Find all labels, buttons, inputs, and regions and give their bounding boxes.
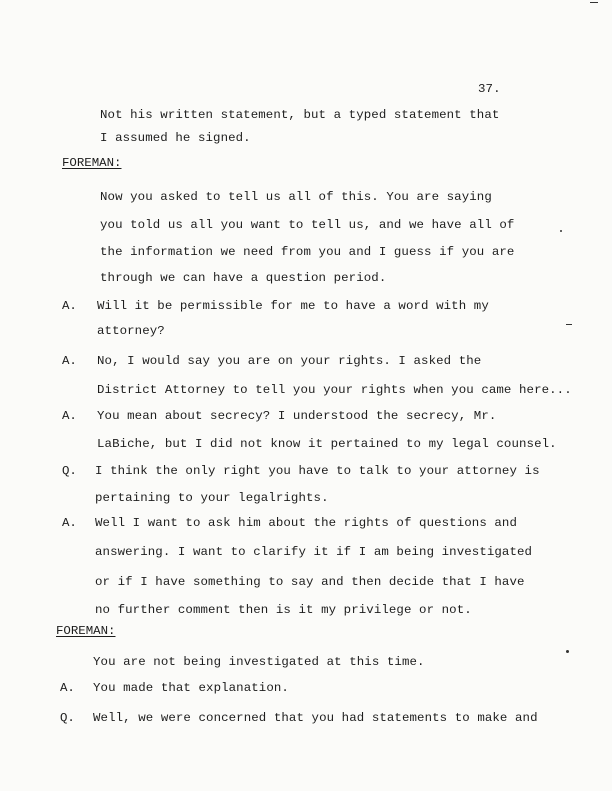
- transcript-line: You mean about secrecy? I understood the secrecy, Mr.: [97, 409, 497, 423]
- transcript-line: or if I have something to say and then decide that I have: [95, 575, 525, 589]
- transcript-line: no further comment then is it my privilege or not.: [95, 603, 472, 617]
- transcript-line: the information we need from you and I guess if you are: [100, 245, 515, 259]
- transcript-line: attorney?: [97, 324, 165, 338]
- transcript-line: No, I would say you are on your rights. I asked the: [97, 354, 482, 368]
- transcript-line: District Attorney to tell you your rights when you came here...: [97, 383, 572, 397]
- question-label: Q.: [60, 711, 75, 725]
- transcript-line: pertaining to your legalrights.: [95, 491, 329, 505]
- transcript-line: through we can have a question period.: [100, 271, 387, 285]
- transcript-line: Will it be permissible for me to have a word with my: [97, 299, 489, 313]
- scan-speck: [566, 324, 572, 325]
- transcript-line: You are not being investigated at this time.: [93, 655, 425, 669]
- scan-speck: [590, 2, 598, 3]
- transcript-line: Well I want to ask him about the rights of questions and: [95, 516, 517, 530]
- page-number: 37.: [478, 82, 501, 96]
- transcript-line: answering. I want to clarify it if I am being investigated: [95, 545, 533, 559]
- transcript-line: LaBiche, but I did not know it pertained to my legal counsel.: [97, 437, 557, 451]
- answer-label: A.: [62, 409, 77, 423]
- transcript-line: Not his written statement, but a typed statement that: [100, 108, 500, 122]
- transcript-line: you told us all you want to tell us, and we have all of: [100, 218, 515, 232]
- question-label: Q.: [62, 464, 77, 478]
- answer-label: A.: [60, 681, 75, 695]
- transcript-line: You made that explanation.: [93, 681, 289, 695]
- scan-speck: [560, 230, 562, 232]
- speaker-heading: FOREMAN:: [62, 156, 122, 170]
- answer-label: A.: [62, 516, 77, 530]
- speaker-heading: FOREMAN:: [56, 624, 116, 638]
- answer-label: A.: [62, 354, 77, 368]
- transcript-line: I assumed he signed.: [100, 131, 251, 145]
- answer-label: A.: [62, 299, 77, 313]
- transcript-line: Now you asked to tell us all of this. You are saying: [100, 190, 492, 204]
- transcript-line: Well, we were concerned that you had statements to make and: [93, 711, 538, 725]
- transcript-line: I think the only right you have to talk to your attorney is: [95, 464, 540, 478]
- scan-speck: [566, 650, 569, 653]
